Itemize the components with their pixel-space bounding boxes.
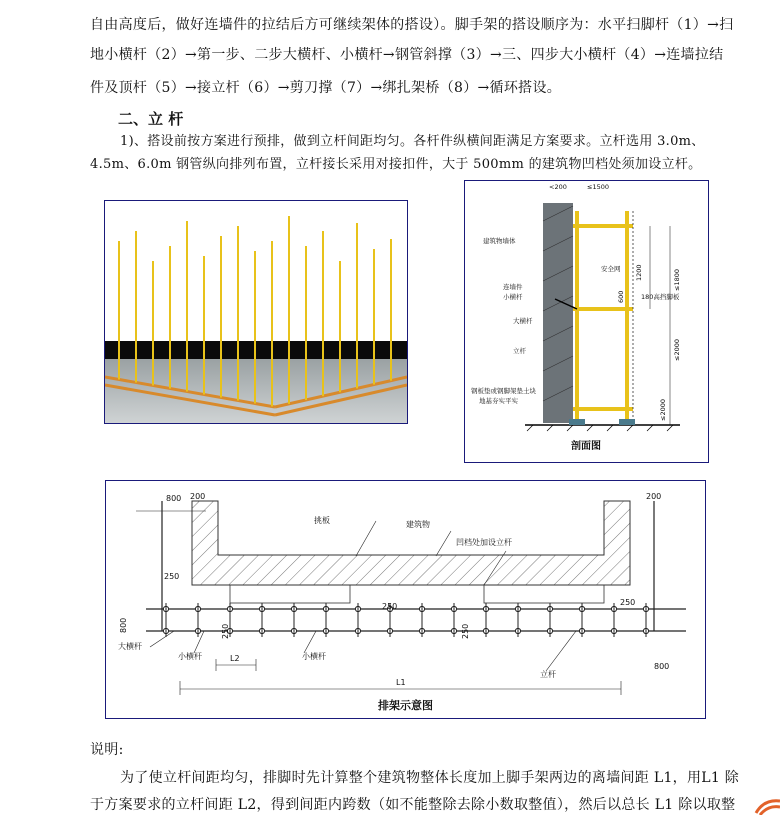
label-base-pad: 钢板垫或钢脚架垫土块 [471, 387, 536, 395]
dim-toe-board: 180高挡脚板 [641, 293, 680, 301]
corner-logo-icon [754, 793, 780, 815]
label-small-bar: 小横杆 [503, 293, 523, 301]
para1-line2: 地小横杆（2）→第一步、二步大横杆、小横杆→钢管斜撑（3）→三、四步大小横杆（4）→连墙拉结 [90, 47, 724, 63]
plan-svg [106, 481, 705, 718]
item1-line1: 1)、搭设前按方案进行预排，做到立杆间距均匀。各杆件纵横间距满足方案要求。立杆选用 3.0m、 [120, 134, 705, 149]
explanation-line2: 于方案要求的立杆间距 L2，得到间距内跨数（如不能整除去除小数取整值），然后以总长 L1 除以取整 [90, 797, 736, 813]
dim-top-200a: 200 [190, 492, 206, 501]
dim-800a: 800 [119, 617, 128, 633]
explanation-line1: 为了使立杆间距均匀，排脚时先计算整个建筑物整体长度加上脚手架两边的离墙间距 L1，用L1 除 [120, 770, 740, 786]
dim-2000a: ≤2000 [673, 339, 681, 361]
plan-caption: 排架示意图 [378, 699, 433, 712]
dim-l1: L1 [396, 678, 406, 687]
label-wall: 建筑物墙体 [483, 237, 516, 245]
dim-top-800: 800 [166, 494, 182, 503]
item1-line2: 4.5m、6.0m 钢管纵向排列布置，立杆接长采用对接扣件，大于 500mm 的建筑物凹档处须加设立杆。 [90, 157, 702, 172]
label-pole-plan: 立杆 [540, 670, 556, 679]
dim-250c: 250 [620, 598, 636, 607]
label-net: 安全网 [601, 265, 621, 273]
explanation-label: 说明: [90, 742, 124, 758]
plan-diagram [105, 480, 706, 719]
label-big-bar: 大横杆 [513, 317, 533, 325]
para1-line1: 自由高度后，做好连墙件的拉结后方可继续架体的搭设）。脚手架的搭设顺序为：水平扫脚杆（1）→扫 [90, 17, 734, 33]
dim-top-2: ≤1500 [587, 183, 609, 191]
para1-line3: 件及顶杆（5）→接立杆（6）→剪刀撑（7）→绑扎架桥（8）→循环搭设。 [90, 80, 562, 96]
dim-250b: 250 [382, 602, 398, 611]
label-building: 建筑物 [406, 520, 430, 529]
label-big-bar-plan: 大横杆 [118, 642, 142, 651]
section-caption: 剖面图 [571, 441, 601, 452]
label-recess-pole: 凹档处加设立杆 [456, 538, 512, 547]
label-ground: 地基夯实平实 [479, 397, 518, 405]
dim-250a: 250 [164, 572, 180, 581]
dim-l2: L2 [230, 654, 240, 663]
dim-top-1: <200 [549, 183, 567, 191]
dim-600: 600 [617, 290, 625, 303]
dim-top-200b: 200 [646, 492, 662, 501]
section-title: 二、立 杆 [118, 110, 184, 128]
pole-layout-render [104, 200, 408, 424]
dim-2000b: ≤2000 [659, 399, 667, 421]
dim-250e: 250 [461, 623, 470, 639]
dim-1800: ≤1800 [673, 269, 681, 291]
render-svg [105, 201, 407, 423]
label-tie: 连墙件 [503, 283, 523, 291]
label-small-bar-plan-1: 小横杆 [178, 652, 202, 661]
dim-250d: 250 [221, 623, 230, 639]
section-diagram [464, 180, 709, 463]
label-pole: 立杆 [513, 347, 526, 355]
section-svg [465, 181, 708, 462]
dim-1200: 1200 [635, 264, 643, 281]
label-slab: 挑板 [314, 516, 330, 525]
dim-800b: 800 [654, 662, 670, 671]
label-small-bar-plan-2: 小横杆 [302, 652, 326, 661]
